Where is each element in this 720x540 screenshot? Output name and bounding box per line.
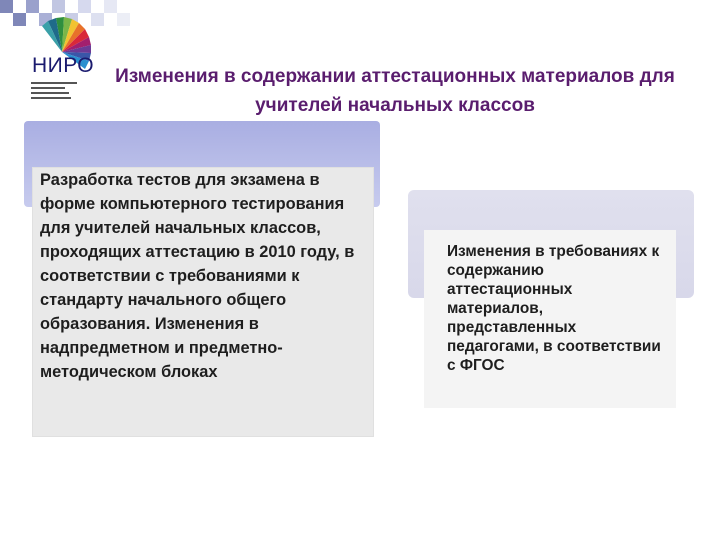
- logo-text: НИРО: [32, 54, 95, 77]
- niro-logo: [14, 12, 114, 102]
- slide-title: Изменения в содержании аттестационных материалов для учителей начальных классов: [115, 66, 675, 116]
- logo-subtitle-lines: [31, 82, 79, 102]
- right-block-text: Изменения в требованиях к содержанию аттестационных материалов, представленных педагогами, в соответствии с ФГОС: [447, 243, 661, 374]
- left-block-text: Разработка тестов для экзамена в форме компьютерного тестирования для учителей начальных классов, проходящих аттестацию в 2010 году, в соответствии с требованиями к стандарту начального общего образования. Изменения в надпредметном и предметно-методическом блоках: [40, 171, 355, 381]
